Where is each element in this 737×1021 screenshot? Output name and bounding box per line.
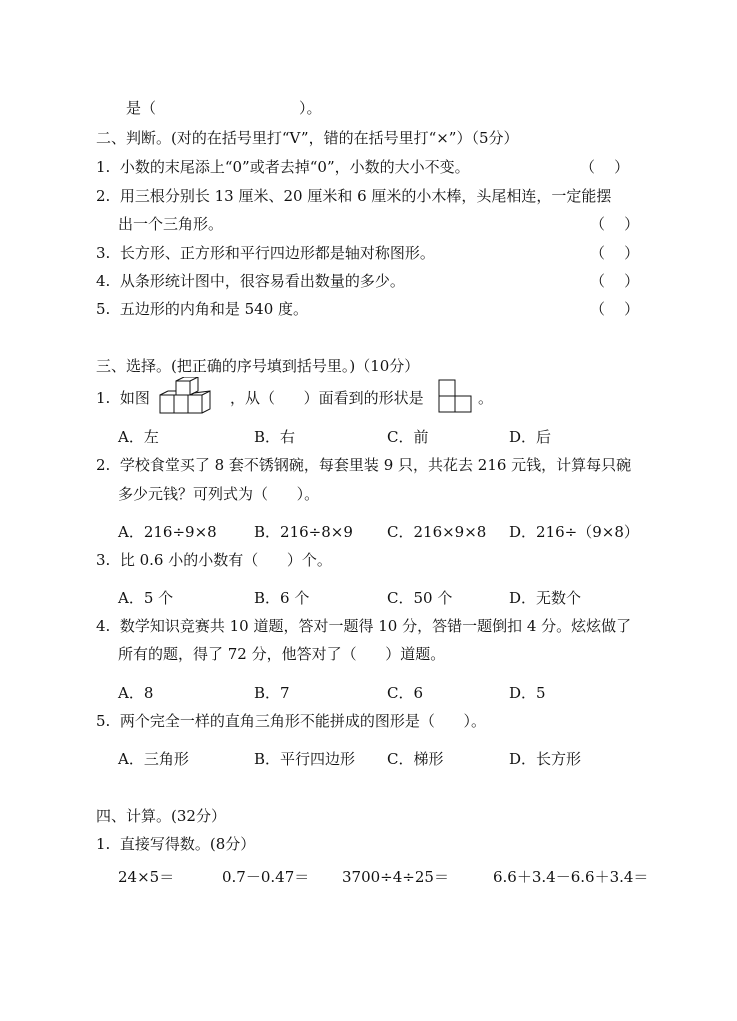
calc-expression: 6.6＋3.4－6.6＋3.4＝	[493, 868, 649, 886]
cube-stack-figure	[158, 377, 216, 419]
answer-bracket[interactable]: （ ）	[590, 272, 640, 290]
calc-q1-title: 1. 直接写得数。(8分）	[96, 835, 256, 853]
option-b: B．右	[254, 428, 296, 446]
option-c: C．6	[387, 684, 424, 702]
option-c: C．50 个	[387, 589, 453, 607]
calc-expression: 24×5＝	[118, 868, 175, 886]
choice-q4: 4. 数学知识竞赛共 10 道题，答对一题得 10 分，答错一题倒扣 4 分。炫炫做了	[96, 617, 632, 635]
answer-bracket[interactable]: （ ）	[580, 158, 630, 176]
choice-q5: 5. 两个完全一样的直角三角形不能拼成的图形是（ ）。	[96, 712, 486, 730]
judgement-item-3: 3. 长方形、正方形和平行四边形都是轴对称图形。	[96, 244, 435, 262]
option-b: B．6 个	[254, 589, 310, 607]
option-a: A．左	[118, 428, 159, 446]
option-a: A．216÷9×8	[118, 523, 217, 541]
option-c: C．前	[387, 428, 429, 446]
section-title-judgement: 二、判断。(对的在括号里打“V”，错的在括号里打“×”）（5分）	[96, 129, 519, 147]
option-d: D．5	[509, 684, 546, 702]
judgement-item-5: 5. 五边形的内角和是 540 度。	[96, 300, 309, 318]
choice-q2: 2. 学校食堂买了 8 套不锈钢碗，每套里装 9 只，共花去 216 元钱，计算每只碗	[96, 456, 632, 474]
choice-q3: 3. 比 0.6 小的小数有（ ）个。	[96, 551, 332, 569]
section-title-choice: 三、选择。(把正确的序号填到括号里。)（10分）	[96, 357, 420, 375]
option-a: A．5 个	[118, 589, 174, 607]
option-b: B．7	[254, 684, 290, 702]
option-c: C．梯形	[387, 750, 444, 768]
choice-q1-prefix: 1. 如图	[96, 389, 150, 407]
question-tail-line: 是（ ）。	[126, 99, 322, 117]
option-d: D．长方形	[509, 750, 582, 768]
squares-view-figure	[437, 378, 477, 414]
choice-q1-middle: ，从（ ）面看到的形状是	[230, 389, 424, 407]
choice-q1-suffix: 。	[478, 389, 494, 407]
judgement-item-2-cont: 出一个三角形。	[118, 215, 224, 233]
option-d: D．后	[509, 428, 552, 446]
option-a: A．三角形	[118, 750, 189, 768]
answer-bracket[interactable]: （ ）	[590, 300, 640, 318]
calc-expression: 0.7－0.47＝	[222, 868, 310, 886]
answer-bracket[interactable]: （ ）	[590, 244, 640, 262]
option-d: D．无数个	[509, 589, 582, 607]
option-b: B．216÷8×9	[254, 523, 353, 541]
calc-expression: 3700÷4÷25＝	[342, 868, 449, 886]
judgement-item-4: 4. 从条形统计图中，很容易看出数量的多少。	[96, 272, 405, 290]
option-c: C．216×9×8	[387, 523, 487, 541]
judgement-item-1: 1. 小数的末尾添上“0”或者去掉“0”，小数的大小不变。	[96, 158, 470, 176]
answer-bracket[interactable]: （ ）	[590, 215, 640, 233]
choice-q4-cont: 所有的题，得了 72 分，他答对了（ ）道题。	[118, 645, 446, 663]
judgement-item-2: 2. 用三根分别长 13 厘米、20 厘米和 6 厘米的小木棒，头尾相连，一定能摆	[96, 187, 612, 205]
section-title-calculation: 四、计算。(32分）	[96, 807, 226, 825]
option-d: D．216÷（9×8）	[509, 523, 639, 541]
choice-q2-cont: 多少元钱？可列式为（ ）。	[118, 485, 320, 503]
option-b: B．平行四边形	[254, 750, 356, 768]
option-a: A．8	[118, 684, 154, 702]
